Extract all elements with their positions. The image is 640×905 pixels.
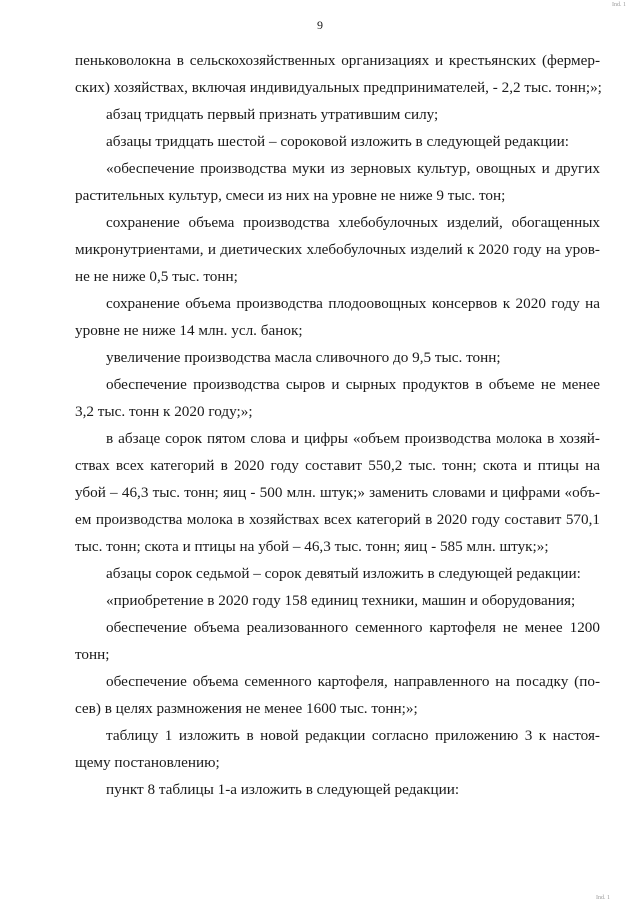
paragraph-4 xyxy=(75,155,600,209)
text-line: сохранение объема производства плодоовощных консервов к 2020 году на xyxy=(106,295,600,312)
text-line: «обеспечение производства муки из зерновых культур, овощных и других xyxy=(106,160,600,177)
text-line: пеньковолокна в сельскохозяйственных организациях и крестьянских (фермер- xyxy=(75,52,600,69)
paragraph-13 xyxy=(75,668,600,722)
text-line: ских) хозяйствах, включая индивидуальных предпринимателей, - 2,2 тыс. тонн;»; xyxy=(75,79,602,96)
text-line: сохранение объема производства хлебобулочных изделий, обогащенных xyxy=(106,214,600,231)
paragraph-3 xyxy=(75,128,600,155)
text-line: растительных культур, смеси из них на уровне не ниже 9 тыс. тон; xyxy=(75,187,506,204)
text-line: уровне не ниже 14 млн. усл. банок; xyxy=(75,322,303,339)
paragraph-9 xyxy=(75,425,600,560)
text-line: убой – 46,3 тыс. тонн; яиц - 500 млн. штук;» заменить словами и цифрами «объ- xyxy=(75,484,600,501)
paragraph-2 xyxy=(75,101,600,128)
text-line: абзацы сорок седьмой – сорок девятый изложить в следующей редакции: xyxy=(106,565,581,582)
text-line: обеспечение производства сыров и сырных продуктов в объеме не менее xyxy=(106,376,600,393)
text-line: обеспечение объема реализованного семенного картофеля не менее 1200 xyxy=(106,619,600,636)
text-line: обеспечение объема семенного картофеля, направленного на посадку (по- xyxy=(106,673,600,690)
paragraph-1 xyxy=(75,47,600,101)
paragraph-11 xyxy=(75,587,600,614)
text-line: микронутриентами, и диетических хлебобулочных изделий к 2020 году на уров- xyxy=(75,241,600,258)
text-line: тыс. тонн; скота и птицы на убой – 46,3 тыс. тонн; яиц - 585 млн. штук;»; xyxy=(75,538,549,555)
text-line: ствах всех категорий в 2020 году составит 550,2 тыс. тонн; скота и птицы на xyxy=(75,457,600,474)
paragraph-15 xyxy=(75,776,600,803)
text-line: пункт 8 таблицы 1-а изложить в следующей редакции: xyxy=(106,781,460,798)
document-body xyxy=(75,47,600,803)
text-line: сев) в целях размножения не менее 1600 тыс. тонн;»; xyxy=(75,700,418,717)
paragraph-8 xyxy=(75,371,600,425)
paragraph-14 xyxy=(75,722,600,776)
corner-mark-bottom: Ind. 1 xyxy=(596,895,610,901)
text-line: увеличение производства масла сливочного до 9,5 тыс. тонн; xyxy=(106,349,501,366)
text-line: «приобретение в 2020 году 158 единиц техники, машин и оборудования; xyxy=(106,592,576,609)
paragraph-5 xyxy=(75,209,600,290)
text-line: щему постановлению; xyxy=(75,754,220,771)
paragraph-7 xyxy=(75,344,600,371)
text-line: таблицу 1 изложить в новой редакции согласно приложению 3 к настоя- xyxy=(106,727,600,744)
page-number: 9 xyxy=(317,18,323,32)
text-line: тонн; xyxy=(75,646,110,663)
text-line: не не ниже 0,5 тыс. тонн; xyxy=(75,268,238,285)
text-line: абзац тридцать первый признать утратившим силу; xyxy=(106,106,439,123)
text-line: 3,2 тыс. тонн к 2020 году;»; xyxy=(75,403,253,420)
corner-mark-top: Ind. 1 xyxy=(612,2,626,8)
text-line: ем производства молока в хозяйствах всех категорий в 2020 году составит 570,1 xyxy=(75,511,600,528)
text-line: абзацы тридцать шестой – сороковой изложить в следующей редакции: xyxy=(106,133,569,150)
paragraph-12 xyxy=(75,614,600,668)
paragraph-10 xyxy=(75,560,600,587)
paragraph-6 xyxy=(75,290,600,344)
text-line: в абзаце сорок пятом слова и цифры «объем производства молока в хозяй- xyxy=(106,430,600,447)
